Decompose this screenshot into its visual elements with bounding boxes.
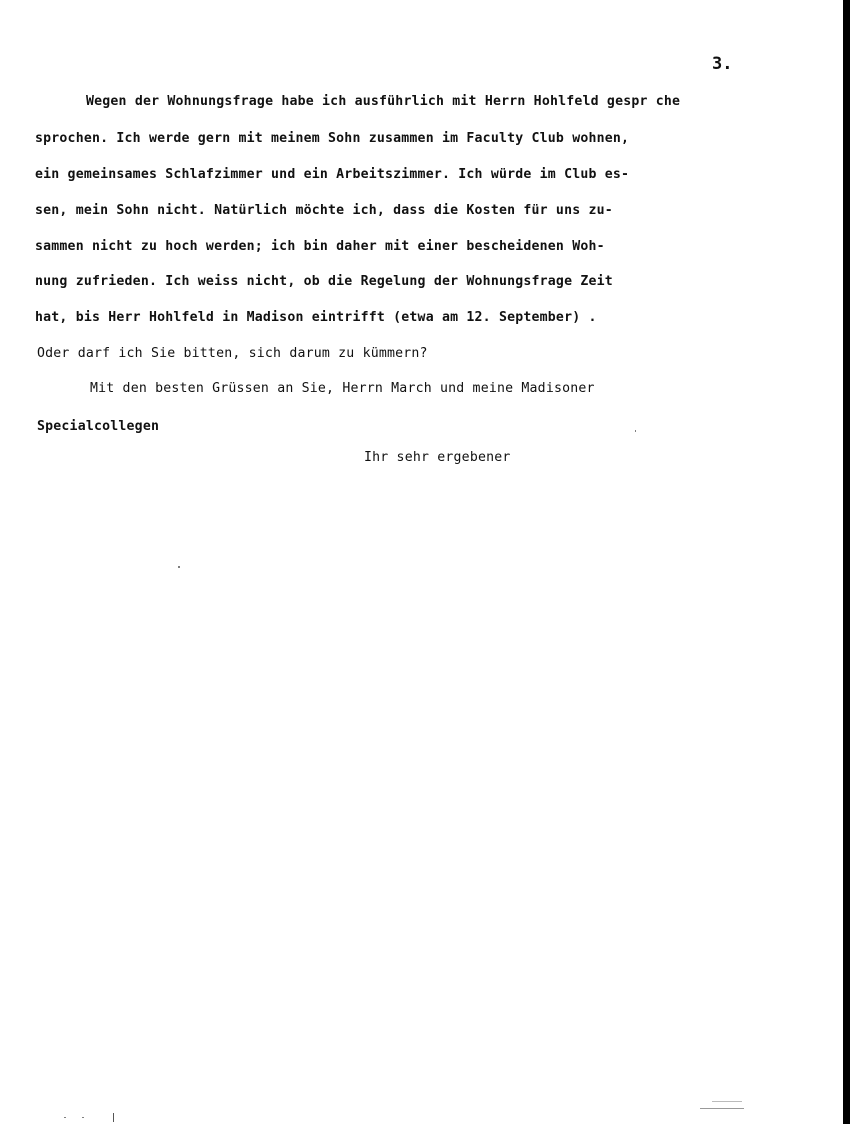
body-line-2: sprochen. Ich werde gern mit meinem Sohn zusammen im Faculty Club wohnen,	[35, 131, 630, 146]
body-line-7: hat, bis Herr Hohlfeld in Madison eintrifft (etwa am 12. September) .	[35, 310, 597, 325]
scan-speck	[635, 430, 636, 432]
scan-speck	[64, 1117, 66, 1118]
body-line-10: Specialcollegen	[37, 419, 160, 434]
body-line-6: nung zufrieden. Ich weiss nicht, ob die Regelung der Wohnungsfrage Zeit	[35, 274, 613, 289]
body-line-8: Oder darf ich Sie bitten, sich darum zu kümmern?	[37, 346, 428, 361]
scan-edge-border	[843, 0, 850, 1124]
closing-line: Ihr sehr ergebener	[364, 450, 511, 465]
scan-speck	[113, 1113, 114, 1122]
body-line-4: sen, mein Sohn nicht. Natürlich möchte ich, dass die Kosten für uns zu-	[35, 203, 613, 218]
scan-speck	[700, 1108, 744, 1109]
scan-speck	[82, 1117, 84, 1118]
scan-speck	[712, 1101, 742, 1102]
scan-speck	[178, 566, 180, 568]
body-line-1: Wegen der Wohnungsfrage habe ich ausführlich mit Herrn Hohlfeld gespr che	[86, 94, 681, 109]
body-line-3: ein gemeinsames Schlafzimmer und ein Arbeitszimmer. Ich würde im Club es-	[35, 167, 630, 182]
body-line-5: sammen nicht zu hoch werden; ich bin daher mit einer bescheidenen Woh-	[35, 239, 605, 254]
page-number: 3.	[712, 54, 733, 74]
body-line-9: Mit den besten Grüssen an Sie, Herrn March und meine Madisoner	[90, 381, 595, 396]
